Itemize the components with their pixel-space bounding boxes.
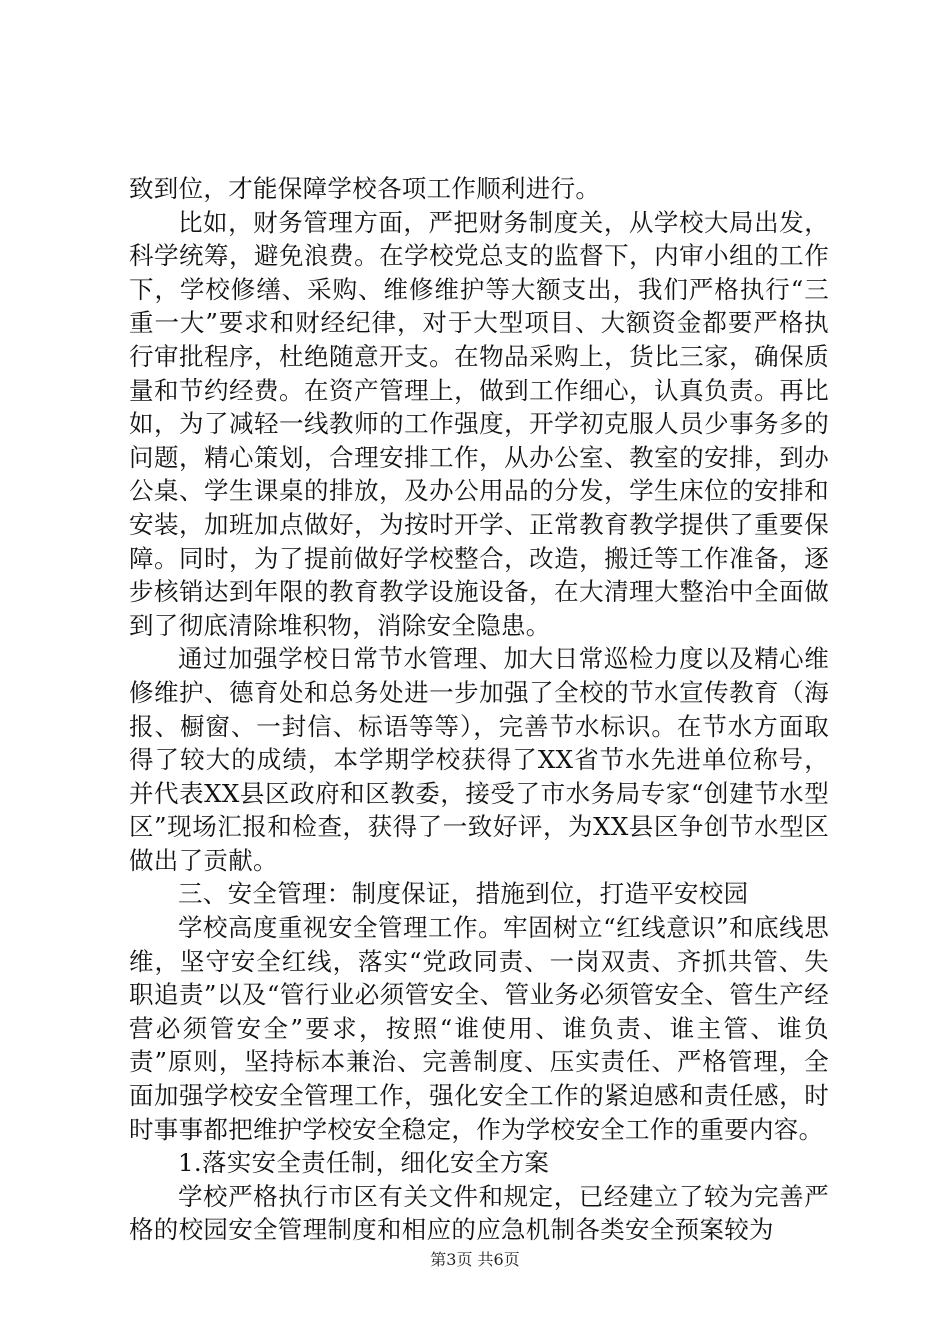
document-body	[129, 172, 829, 1247]
paragraph-3: 通过加强学校日常节水管理、加大日常巡检力度以及精心维修维护、德育处和总务处进一步加强了全校的节水宣传教育（海报、橱窗、一封信、标语等等），完善节水标识。在节水方面取得了较大的成绩，本学期学校获得了XX省节水先进单位称号，并代表XX县区政府和区教委，接受了市水务局专家“创建节水型区”现场汇报和检查，获得了一致好评，为XX县区争创节水型区做出了贡献。	[129, 644, 829, 875]
paragraph-4: 学校高度重视安全管理工作。牢固树立“红线意识”和底线思维，坚守安全红线，落实“党政同责、一岗双责、齐抓共管、失职追责”以及“管行业必须管安全、管业务必须管安全、管生产经营必须管安全”要求，按照“谁使用、谁负责、谁主管、谁负责”原则，坚持标本兼治、完善制度、压实责任、严格管理，全面加强学校安全管理工作，强化安全工作的紧迫感和责任感，时时事事都把维护学校安全稳定，作为学校安全工作的重要内容。	[129, 913, 830, 1144]
paragraph-1: 致到位，才能保障学校各项工作顺利进行。	[129, 174, 601, 203]
page-footer: 第3页 共6页	[430, 1250, 520, 1269]
paragraph-2: 比如，财务管理方面，严把财务制度关，从学校大局出发，科学统筹，避免浪费。在学校党总支的监督下，内审小组的工作下，学校修缮、采购、维修维护等大额支出，我们严格执行“三重一大”要求和财经纪律，对于大型项目、大额资金都要严格执行审批程序，杜绝随意开支。在物品采购上，货比三家，确保质量和节约经费。在资产管理上，做到工作细心，认真负责。再比如，为了减轻一线教师的工作强度，开学初克服人员少事务多的问题，精心策划，合理安排工作，从办公室、教室的安排，到办公桌、学生课桌的排放，及办公用品的分发，学生床位的安排和安装，加班加点做好，为按时开学、正常教育教学提供了重要保障。同时，为了提前做好学校整合，改造，搬迁等工作准备，逐步核销达到年限的教育教学设施设备，在大清理大整治中全面做到了彻底清除堆积物，消除安全隐患。	[129, 207, 830, 640]
section-heading: 三、安全管理：制度保证，措施到位，打造平安校园	[178, 879, 749, 909]
subsection-heading: 1.落实安全责任制，细化安全方案	[178, 1148, 550, 1178]
paragraph-5: 学校严格执行市区有关文件和规定，已经建立了较为完善严格的校园安全管理制度和相应的应急机制各类安全预案较为	[129, 1181, 829, 1245]
